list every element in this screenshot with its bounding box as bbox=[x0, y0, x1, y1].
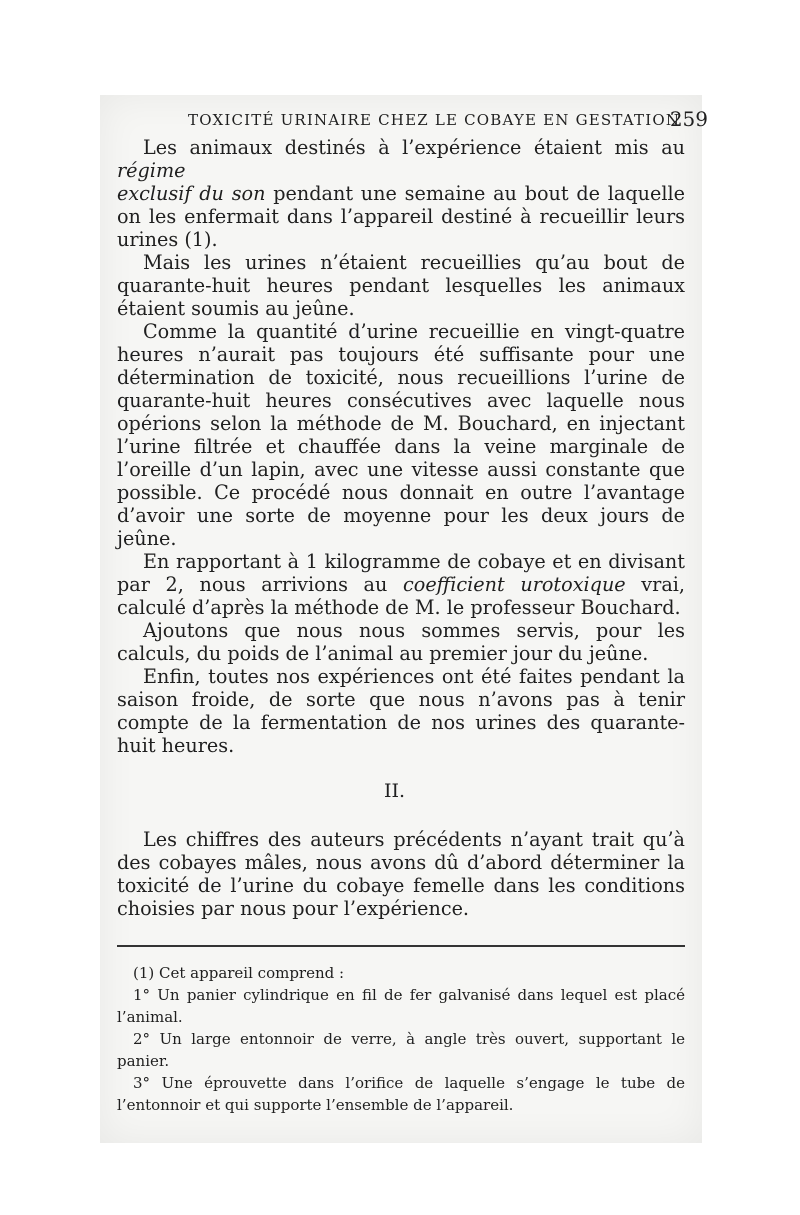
paragraph-1 bbox=[117, 136, 685, 251]
footnote-divider bbox=[117, 945, 685, 947]
footnote-item-1: 1° Un panier cylindrique en fil de fer galvanisé dans lequel est placé l’animal. bbox=[117, 986, 685, 1026]
paragraph-6: Enfin, toutes nos expériences ont été faites pendant la saison froide, de sorte que nous n’avons pas à tenir compte de la fermentation de nos urines des quarante-huit heures. bbox=[117, 665, 685, 757]
footnote-item-2: 2° Un large entonnoir de verre, à angle très ouvert, supportant le panier. bbox=[117, 1030, 685, 1070]
running-title: TOXICITÉ URINAIRE CHEZ LE COBAYE EN GESTATION bbox=[188, 111, 681, 129]
paragraph-7: Les chiffres des auteurs précédents n’ayant trait qu’à des cobayes mâles, nous avons dû d’abord déterminer la toxicité de l’urine du cobaye femelle dans les conditions choisies par nous pour l’expérience. bbox=[117, 828, 685, 920]
paragraph-1-text-a: Les animaux destinés à l’expérience étaient mis au bbox=[143, 136, 685, 159]
body-text-section-2 bbox=[117, 828, 685, 920]
running-head bbox=[188, 107, 708, 131]
paragraph-4-text-b: vrai, calculé d’après la méthode de M. le professeur Bouchard. bbox=[117, 573, 685, 619]
section-number: II. bbox=[384, 780, 406, 802]
paragraph-1-italic-regime: régime bbox=[117, 159, 186, 182]
paragraph-3: Comme la quantité d’urine recueillie en vingt-quatre heures n’aurait pas toujours été suffisante pour une détermination de toxicité, nous recueillions l’urine de quarante-huit heures consécutives avec laquelle nous opérions selon la méthode de M. Bouchard, en injectant l’urine filtrée et chauffée dans la veine marginale de l’oreille d’un lapin, avec une vitesse aussi constante que possible. Ce procédé nous donnait en outre l’avantage d’avoir une sorte de moyenne pour les deux jours de jeûne. bbox=[117, 320, 685, 550]
page-number: 259 bbox=[669, 107, 708, 131]
paragraph-4-italic: coefficient urotoxique bbox=[403, 573, 626, 596]
footnotes bbox=[117, 962, 685, 1116]
paragraph-1-text-b: pendant une semaine au bout de laquelle on les enfermait dans l’appareil destiné à recueillir leurs urines (1). bbox=[117, 182, 685, 251]
paragraph-4-text-a: En rapportant à 1 kilogramme de cobaye et en divisant par 2, nous arrivions au bbox=[117, 550, 685, 596]
paragraph-5: Ajoutons que nous nous sommes servis, pour les calculs, du poids de l’animal au premier jour du jeûne. bbox=[117, 619, 685, 665]
paragraph-2: Mais les urines n’étaient recueillies qu’au bout de quarante-huit heures pendant lesquelles les animaux étaient soumis au jeûne. bbox=[117, 251, 685, 320]
footnote-intro: (1) Cet appareil comprend : bbox=[133, 964, 345, 982]
paragraph-4 bbox=[117, 550, 685, 619]
paragraph-1-italic-son: exclusif du son bbox=[117, 182, 266, 205]
body-text bbox=[117, 136, 685, 757]
footnote-item-3: 3° Une éprouvette dans l’orifice de laquelle s’engage le tube de l’entonnoir et qui supporte l’ensemble de l’appareil. bbox=[117, 1074, 685, 1114]
